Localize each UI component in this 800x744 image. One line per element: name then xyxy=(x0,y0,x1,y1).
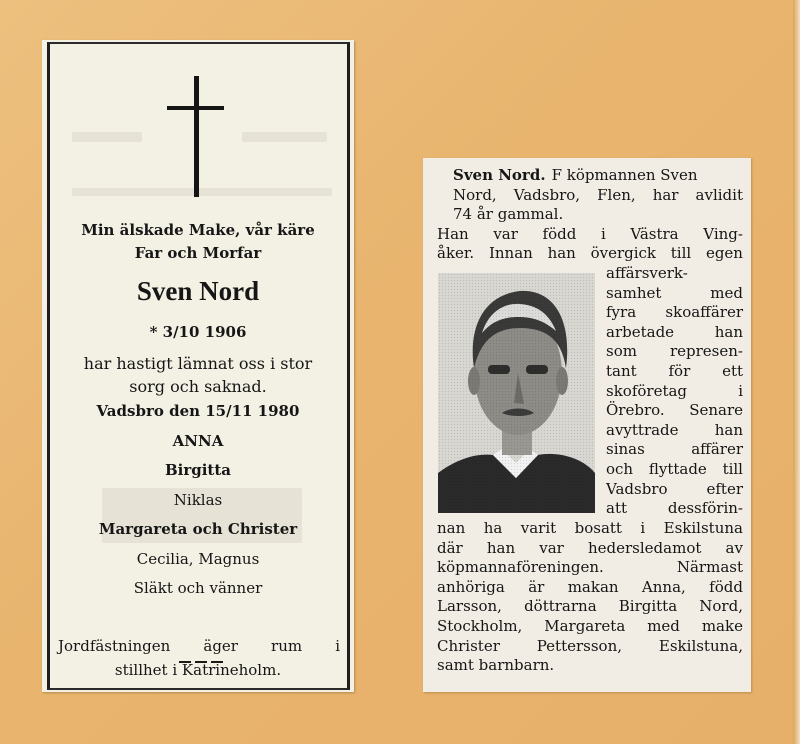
obituary-line xyxy=(606,323,743,341)
word: Eskilstuna xyxy=(663,519,743,537)
word: till xyxy=(670,244,692,263)
word: Anna, xyxy=(641,577,686,596)
word: Christer xyxy=(437,636,500,655)
word: Örebro. xyxy=(606,401,665,420)
word: nan xyxy=(437,519,466,537)
word: affärsverk- xyxy=(606,264,688,282)
funeral-line-1 xyxy=(58,637,340,655)
word: ett xyxy=(722,362,743,380)
word: i xyxy=(640,519,646,537)
word: han xyxy=(486,538,516,557)
death-notice xyxy=(42,40,354,692)
obituary-line xyxy=(606,382,743,400)
word: anhöriga xyxy=(437,577,505,596)
word: avlidit xyxy=(695,185,743,204)
word: arbetade xyxy=(606,322,675,341)
word: Larsson, xyxy=(437,597,502,616)
word: dessförin- xyxy=(667,499,743,518)
word: han xyxy=(547,244,576,263)
word: Västra xyxy=(630,224,679,243)
word: Jordfästningen xyxy=(58,637,171,655)
word: makan xyxy=(567,577,619,596)
word: i xyxy=(335,637,340,655)
birth-date: * 3/10 1906 xyxy=(149,323,247,341)
scrapbook-edge xyxy=(793,0,800,744)
word: F köpmannen Sven xyxy=(551,166,698,184)
word: fyra xyxy=(606,303,637,322)
word: affärer xyxy=(691,440,743,459)
word: han xyxy=(714,322,743,341)
word: av xyxy=(725,538,743,557)
word: hedersledamot xyxy=(588,538,702,557)
obituary-headline: Sven Nord. xyxy=(453,166,546,184)
notice-intro: Min älskade Make, vår käre xyxy=(81,221,315,239)
word: köpmannaföreningen. xyxy=(437,558,604,577)
word: rum xyxy=(271,637,303,655)
obituary-line xyxy=(453,205,743,223)
word: född xyxy=(542,224,577,243)
word: han xyxy=(714,420,743,439)
family-member: ANNA xyxy=(172,432,224,450)
portrait-photo-image xyxy=(438,273,595,513)
cross-icon-bar xyxy=(167,106,224,110)
cross-icon xyxy=(194,76,199,197)
obituary-line xyxy=(437,519,743,537)
word: Stockholm, xyxy=(437,617,523,635)
funeral-line-2: stillhet i Katrineholm. xyxy=(114,661,282,679)
deceased-name: Sven Nord xyxy=(136,276,260,306)
word: i xyxy=(738,381,743,400)
word: för xyxy=(668,362,691,380)
family-member: Birgitta xyxy=(164,461,232,479)
obituary-line xyxy=(437,578,743,596)
word: varit xyxy=(520,519,557,537)
word: till xyxy=(722,460,743,478)
word: i xyxy=(600,224,606,243)
obituary-line xyxy=(437,656,743,674)
obituary-line xyxy=(606,362,743,380)
word: samhet xyxy=(606,283,662,302)
word: född xyxy=(709,577,743,596)
obituary-line xyxy=(606,342,743,360)
obituary-line xyxy=(437,539,743,557)
family-member: Niklas xyxy=(173,491,223,509)
obituary-line xyxy=(606,421,743,439)
word: skoaffärer xyxy=(665,303,743,322)
word: och xyxy=(606,460,634,478)
obituary-line xyxy=(606,499,743,517)
word: som xyxy=(606,342,637,361)
word: Närmast xyxy=(676,558,743,577)
portrait-photo xyxy=(438,273,595,513)
word: har xyxy=(652,185,679,204)
word: Innan xyxy=(488,244,533,263)
word: äger xyxy=(203,637,238,655)
show-through xyxy=(242,132,327,142)
word: med xyxy=(710,283,743,302)
obituary-line xyxy=(606,303,743,321)
word: Vadsbro xyxy=(606,479,668,498)
word: döttrarna xyxy=(524,597,597,616)
word: Pettersson, xyxy=(536,636,623,655)
word: åker. xyxy=(437,244,475,263)
notice-message-1: har hastigt lämnat oss i stor xyxy=(83,354,313,373)
word: Vadsbro, xyxy=(513,185,581,204)
word: skoföretag xyxy=(606,381,688,400)
word: sinas xyxy=(606,440,645,459)
word: samt barnbarn. xyxy=(437,656,555,675)
word: där xyxy=(437,538,463,557)
obituary-line xyxy=(606,401,743,419)
obituary-line xyxy=(437,617,743,635)
word: Birgitta xyxy=(618,597,678,616)
word: Nord, xyxy=(453,185,497,204)
notice-message-2: sorg och saknad. xyxy=(129,377,267,396)
word: Eskilstuna, xyxy=(658,636,743,655)
word: avyttrade xyxy=(606,420,679,439)
obituary-line xyxy=(437,244,743,262)
obituary-line xyxy=(606,460,743,478)
notice-intro-2: Far och Morfar xyxy=(134,244,262,262)
word: var xyxy=(493,224,518,243)
obituary-line xyxy=(606,440,743,458)
word: Han xyxy=(437,224,469,243)
word: att xyxy=(606,499,627,518)
obituary-line xyxy=(606,264,743,282)
obituary-line xyxy=(453,186,743,204)
word: egen xyxy=(705,244,743,263)
word: Nord, xyxy=(699,597,743,616)
obituary-clipping xyxy=(423,158,751,692)
word: Margareta xyxy=(544,617,626,635)
word: tant xyxy=(606,362,637,380)
word: represen- xyxy=(669,342,743,361)
obituary-line xyxy=(606,480,743,498)
place-and-date: Vadsbro den 15/11 1980 xyxy=(96,402,300,420)
word: Senare xyxy=(689,401,743,420)
obituary-line xyxy=(606,284,743,302)
word: Ving- xyxy=(703,224,743,243)
word: övergick xyxy=(590,244,657,263)
family-member: Margareta och Christer xyxy=(98,520,298,538)
word: bosatt xyxy=(574,519,622,537)
show-through xyxy=(72,188,332,196)
obituary-line xyxy=(437,597,743,615)
word: var xyxy=(539,538,564,557)
word: ha xyxy=(483,519,503,537)
obituary-line xyxy=(453,166,743,184)
word: med xyxy=(647,617,680,635)
word: är xyxy=(528,577,545,596)
word: efter xyxy=(706,479,743,498)
word: flyttade xyxy=(648,460,707,478)
word: make xyxy=(701,617,743,635)
show-through xyxy=(72,132,142,142)
word: Flen, xyxy=(597,185,636,204)
obituary-line xyxy=(437,225,743,243)
family-member: Släkt och vänner xyxy=(133,579,263,597)
family-member: Cecilia, Magnus xyxy=(136,550,260,568)
obituary-line xyxy=(437,637,743,655)
word: 74 år gammal. xyxy=(453,205,564,224)
obituary-line xyxy=(437,558,743,576)
